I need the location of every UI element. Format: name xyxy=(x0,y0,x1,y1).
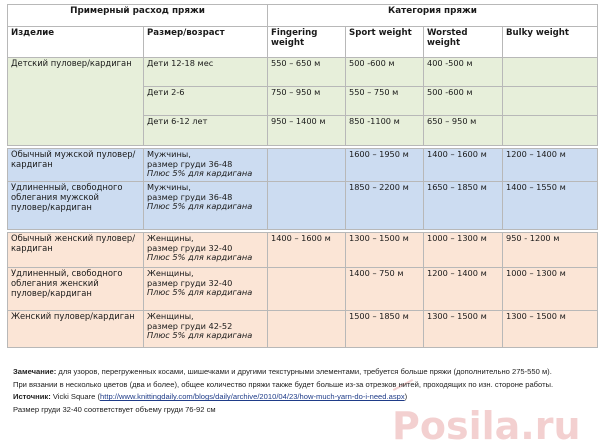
source-name: Vicki Square xyxy=(52,392,96,402)
multicolor-line: При вязании в несколько цветов (два и более), общее количество пряжи также будет больше из-за отрезков нитей, проходящих по изн. стороне работы. xyxy=(13,379,554,389)
size-cell: Дети 2-6 xyxy=(144,87,268,116)
item-cell: Женский пуловер/кардиган xyxy=(8,311,144,348)
source-open-paren: ( xyxy=(97,392,101,402)
fingering-cell: 750 – 950 м xyxy=(268,87,346,116)
source-close-paren: ) xyxy=(404,392,408,402)
table-row xyxy=(8,182,598,230)
cardigan-note: Плюс 5% для кардигана xyxy=(147,252,253,263)
size-who: Женщины, xyxy=(147,311,194,321)
table-row xyxy=(8,233,598,268)
worsted-cell: 1300 – 1500 м xyxy=(424,311,503,348)
header-usage-group: Примерный расход пряжи xyxy=(8,5,268,27)
size-note-line: Размер груди 32-40 соответствует объему груди 76-92 см xyxy=(13,404,216,414)
sport-cell: 1500 – 1850 м xyxy=(346,311,424,348)
source-line xyxy=(13,391,598,404)
sport-cell: 1600 – 1950 м xyxy=(346,149,424,182)
worsted-cell: 650 – 950 м xyxy=(424,116,503,146)
sport-cell: 1300 – 1500 м xyxy=(346,233,424,268)
watermark-text: Posila.ru xyxy=(392,404,581,448)
worsted-cell: 1000 – 1300 м xyxy=(424,233,503,268)
cardigan-note: Плюс 5% для кардигана xyxy=(147,201,253,212)
cardigan-note: Плюс 5% для кардигана xyxy=(147,330,253,341)
fingering-cell xyxy=(268,182,346,230)
item-cell: Обычный мужской пуловер/кардиган xyxy=(8,149,144,182)
bulky-cell: 1400 – 1550 м xyxy=(503,182,598,230)
sport-cell: 1850 – 2200 м xyxy=(346,182,424,230)
size-cell xyxy=(144,149,268,182)
remark-text: для узоров, перегруженных косами, шишечками и другими текстурными элементами, требуется больше пряжи (дополнительно 275-550 м). xyxy=(58,367,552,376)
size-chest: размер груди 32-40 xyxy=(147,277,233,288)
header-item: Изделие xyxy=(8,27,144,58)
remark-label: Замечание: xyxy=(13,367,57,376)
worsted-cell: 1200 – 1400 м xyxy=(424,268,503,311)
bulky-cell xyxy=(503,58,598,87)
cardigan-note: Плюс 5% для кардигана xyxy=(147,287,253,298)
sport-cell: 500 -600 м xyxy=(346,58,424,87)
fingering-cell xyxy=(268,268,346,311)
header-fingering: Fingering weight xyxy=(268,27,346,58)
bulky-cell: 950 - 1200 м xyxy=(503,233,598,268)
bulky-cell: 1200 – 1400 м xyxy=(503,149,598,182)
size-cell xyxy=(144,233,268,268)
header-category-group: Категория пряжи xyxy=(268,5,598,27)
source-label: Источник: xyxy=(13,392,51,402)
sport-cell: 850 -1100 м xyxy=(346,116,424,146)
item-cell: Удлиненный, свободного облегания женский пуловер/кардиган xyxy=(8,268,144,311)
size-cell: Дети 12-18 мес xyxy=(144,58,268,87)
table-row xyxy=(8,311,598,348)
bulky-cell: 1300 – 1500 м xyxy=(503,311,598,348)
item-cell: Обычный женский пуловер/кардиган xyxy=(8,233,144,268)
fingering-cell: 550 – 650 м xyxy=(268,58,346,87)
size-cell xyxy=(144,182,268,230)
size-chest: размер груди 42-52 xyxy=(147,320,233,331)
fingering-cell: 950 – 1400 м xyxy=(268,116,346,146)
size-chest: размер груди 32-40 xyxy=(147,242,233,253)
fingering-cell xyxy=(268,149,346,182)
header-size: Размер/возраст xyxy=(144,27,268,58)
bulky-cell: 1000 – 1300 м xyxy=(503,268,598,311)
sport-cell: 1400 – 750 м xyxy=(346,268,424,311)
worsted-cell: 1650 – 1850 м xyxy=(424,182,503,230)
size-who: Женщины, xyxy=(147,233,194,243)
sport-cell: 550 – 750 м xyxy=(346,87,424,116)
bulky-cell xyxy=(503,116,598,146)
size-who: Женщины, xyxy=(147,268,194,278)
size-who: Мужчины, xyxy=(147,182,191,192)
table-row xyxy=(8,58,598,87)
table-row xyxy=(8,268,598,311)
table-row xyxy=(8,149,598,182)
size-cell xyxy=(144,268,268,311)
worsted-cell: 1400 – 1600 м xyxy=(424,149,503,182)
header-sport: Sport weight xyxy=(346,27,424,58)
cardigan-note: Плюс 5% для кардигана xyxy=(147,168,253,179)
header-worsted: Worsted weight xyxy=(424,27,503,58)
fingering-cell: 1400 – 1600 м xyxy=(268,233,346,268)
worsted-cell: 500 -600 м xyxy=(424,87,503,116)
size-cell xyxy=(144,311,268,348)
remark-line xyxy=(13,366,598,379)
header-bulky: Bulky weight xyxy=(503,27,598,58)
yarn-usage-table xyxy=(7,4,598,348)
item-kids: Детский пуловер/кардиган xyxy=(8,58,144,146)
footer-notes xyxy=(13,366,598,416)
fingering-cell xyxy=(268,311,346,348)
size-who: Мужчины, xyxy=(147,149,191,159)
source-link[interactable]: http://www.knittingdaily.com/blogs/daily/archive/2010/04/23/how-much-yarn-do-i-need.aspx xyxy=(100,392,405,402)
worsted-cell: 400 -500 м xyxy=(424,58,503,87)
size-chest: размер груди 36-48 xyxy=(147,191,233,202)
size-chest: размер груди 36-48 xyxy=(147,158,233,169)
size-cell: Дети 6-12 лет xyxy=(144,116,268,146)
bulky-cell xyxy=(503,87,598,116)
item-cell: Удлиненный, свободного облегания мужской пуловер/кардиган xyxy=(8,182,144,230)
